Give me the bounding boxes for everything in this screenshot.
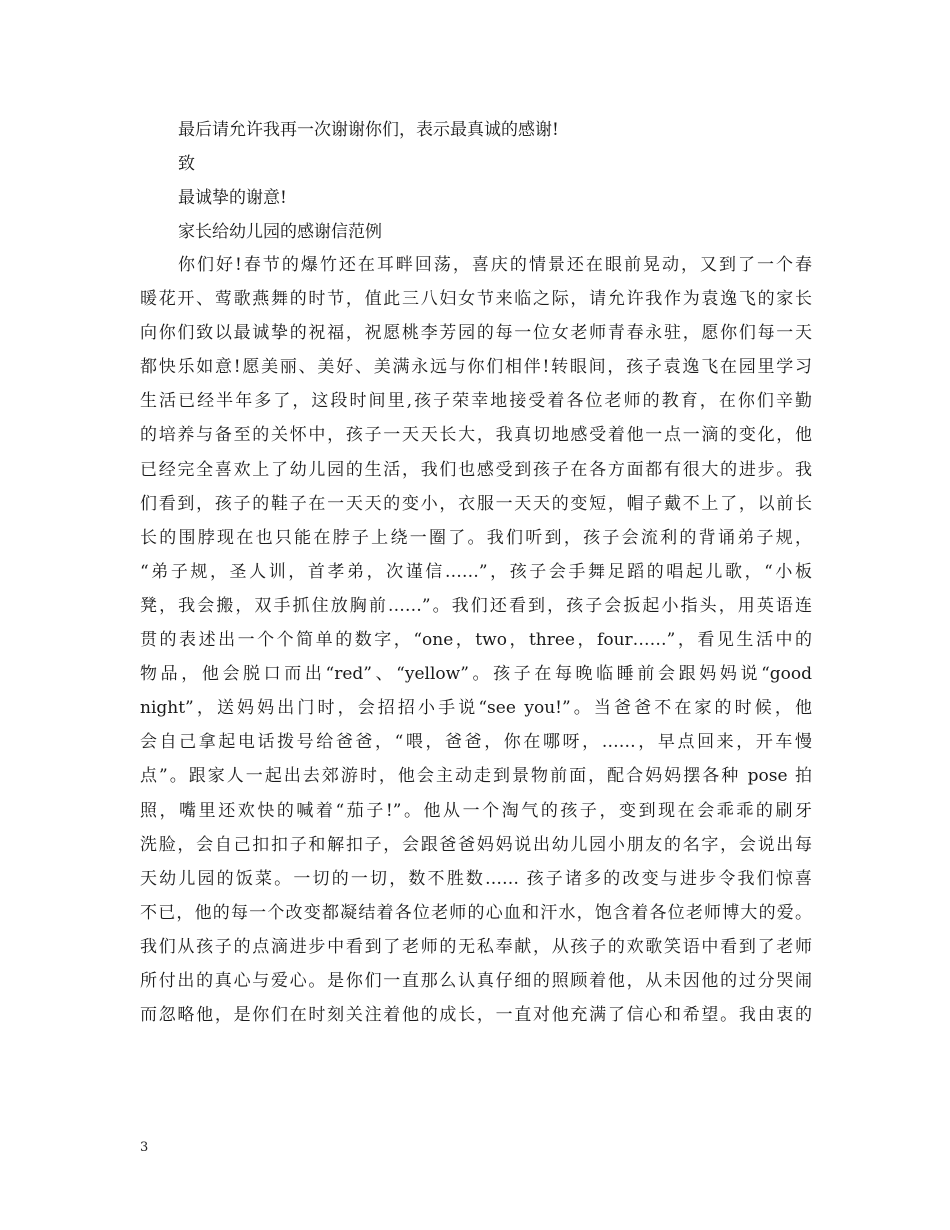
salutation-line: 致 — [178, 154, 195, 174]
body-line: 们看到，孩子的鞋子在一天天的变小，衣服一天天的变短，帽子戴不上了，以前长 — [140, 493, 812, 514]
body-line: 天幼儿园的饭菜。一切的一切，数不胜数…… 孩子诸多的改变与进步令我们惊喜 — [140, 868, 812, 889]
page-number: 3 — [140, 1140, 149, 1155]
body-line: 贯的表述出一个个简单的数字，“one，two，three，four……”，看见生活中的 — [140, 630, 812, 651]
body-line: 向你们致以最诚挚的祝福，祝愿桃李芳园的每一位女老师青春永驻，愿你们每一天 — [140, 323, 812, 344]
body-line: 不已，他的每一个改变都凝结着各位老师的心血和汗水，饱含着各位老师博大的爱。 — [140, 902, 812, 923]
body-line: “弟子规，圣人训，首孝弟，次谨信……”，孩子会手舞足蹈的唱起儿歌，“小板 — [140, 561, 812, 582]
body-line: 物品，他会脱口而出“red”、“yellow”。孩子在每晚临睡前会跟妈妈说“good — [140, 664, 812, 685]
body-line: 暖花开、莺歌燕舞的时节，值此三八妇女节来临之际，请允许我作为袁逸飞的家长 — [140, 289, 812, 310]
body-line: night”，送妈妈出门时，会招招小手说“see you!”。当爸爸不在家的时候，他 — [140, 698, 812, 719]
body-line: 我们从孩子的点滴进步中看到了老师的无私奉献，从孩子的欢歌笑语中看到了老师 — [140, 936, 812, 957]
sincere-regards-line: 最诚挚的谢意! — [178, 188, 287, 208]
section-heading: 家长给幼儿园的感谢信范例 — [178, 222, 382, 242]
body-line: 所付出的真心与爱心。是你们一直那么认真仔细的照顾着他，从未因他的过分哭闹 — [140, 970, 812, 991]
body-line: 凳，我会搬，双手抓住放胸前……”。我们还看到，孩子会扳起小指头，用英语连 — [140, 595, 812, 616]
body-line: 已经完全喜欢上了幼儿园的生活，我们也感受到孩子在各方面都有很大的进步。我 — [140, 459, 812, 480]
body-line: 照，嘴里还欢快的喊着“茄子!”。他从一个淘气的孩子，变到现在会乖乖的刷牙 — [140, 800, 812, 821]
body-line: 的培养与备至的关怀中，孩子一天天长大，我真切地感受着他一点一滴的变化，他 — [140, 425, 812, 446]
body-line: 而忽略他，是你们在时刻关注着他的成长，一直对他充满了信心和希望。我由衷的 — [140, 1005, 812, 1026]
body-line: 你们好!春节的爆竹还在耳畔回荡，喜庆的情景还在眼前晃动，又到了一个春 — [140, 255, 812, 275]
body-line: 都快乐如意!愿美丽、美好、美满永远与你们相伴!转眼间，孩子袁逸飞在园里学习 — [140, 357, 812, 378]
body-line: 会自己拿起电话拨号给爸爸，“喂，爸爸，你在哪呀，……，早点回来，开车慢 — [140, 732, 812, 753]
body-line: 洗脸，会自己扣扣子和解扣子，会跟爸爸妈妈说出幼儿园小朋友的名字，会说出每 — [140, 834, 812, 855]
body-line: 点”。跟家人一起出去郊游时，他会主动走到景物前面，配合妈妈摆各种 pose 拍 — [140, 766, 812, 787]
closing-thanks-line: 最后请允许我再一次谢谢你们，表示最真诚的感谢! — [178, 120, 559, 140]
body-line: 长的围脖现在也只能在脖子上绕一圈了。我们听到，孩子会流利的背诵弟子规， — [140, 527, 812, 548]
letter-body — [140, 248, 812, 1032]
body-line: 生活已经半年多了，这段时间里,孩子荣幸地接受着各位老师的教育，在你们辛勤 — [140, 391, 812, 412]
